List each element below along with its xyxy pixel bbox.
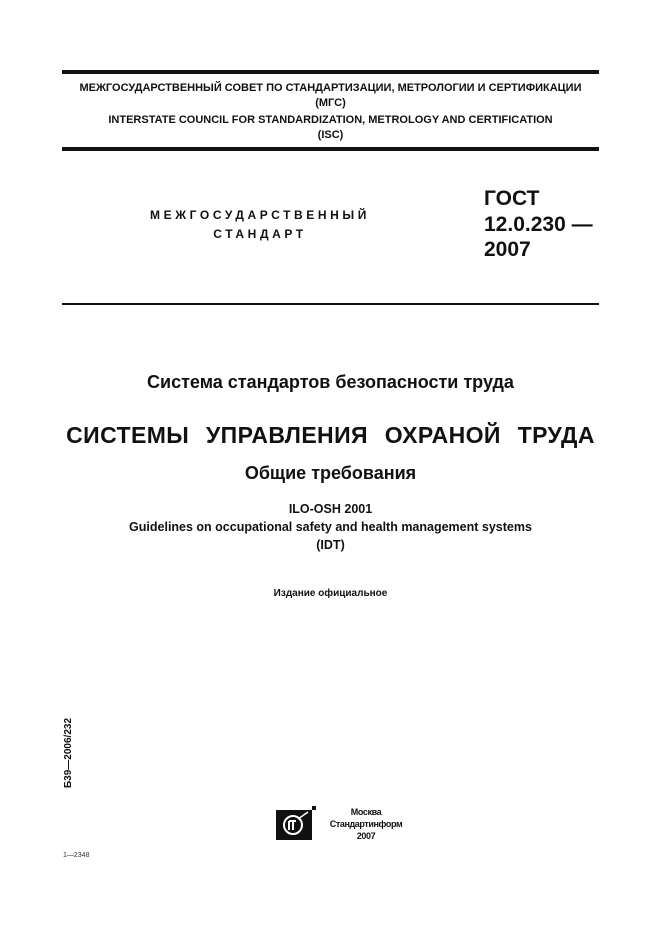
catalog-code: Б39—2006/232	[63, 717, 74, 788]
council-abbr-ru: (МГС)	[315, 97, 346, 109]
council-name-ru: МЕЖГОСУДАРСТВЕННЫЙ СОВЕТ ПО СТАНДАРТИЗАЦИИ, МЕТРОЛОГИИ И СЕРТИФИКАЦИИ	[79, 82, 582, 94]
council-abbr-en: (ISC)	[317, 129, 344, 141]
publisher-city: Москва	[350, 807, 382, 817]
gost-label: ГОСТ	[484, 187, 540, 210]
order-number: 1—2348	[63, 852, 90, 859]
reference-degree: (IDT)	[316, 538, 345, 552]
publisher-block	[318, 806, 414, 842]
reference-title: Guidelines on occupational safety and health management systems	[129, 520, 532, 534]
reference-code: ILO-OSH 2001	[288, 502, 373, 516]
reference-block	[62, 500, 599, 554]
publisher-name: Стандартинформ	[329, 819, 403, 829]
standard-type-line1: МЕЖГОСУДАРСТВЕННЫЙ	[150, 208, 370, 222]
publication-year: 2007	[356, 831, 376, 841]
document-title: СИСТЕМЫ УПРАВЛЕНИЯ ОХРАНОЙ ТРУДА	[66, 422, 595, 448]
standard-series: Система стандартов безопасности труда	[147, 372, 514, 392]
gost-year: 2007	[484, 238, 531, 261]
standartinform-logo-icon	[276, 806, 316, 840]
header-bottom-rule	[62, 147, 599, 151]
standard-type-line2: СТАНДАРТ	[213, 227, 307, 241]
council-name-en: INTERSTATE COUNCIL FOR STANDARDIZATION, METROLOGY AND CERTIFICATION	[108, 114, 553, 126]
edition-label: Издание официальное	[273, 588, 388, 599]
gost-number: 12.0.230 —	[484, 212, 593, 236]
gost-designation	[484, 186, 593, 263]
document-subtitle: Общие требования	[244, 463, 417, 483]
designation-rule	[62, 303, 599, 305]
top-rule	[62, 70, 599, 74]
